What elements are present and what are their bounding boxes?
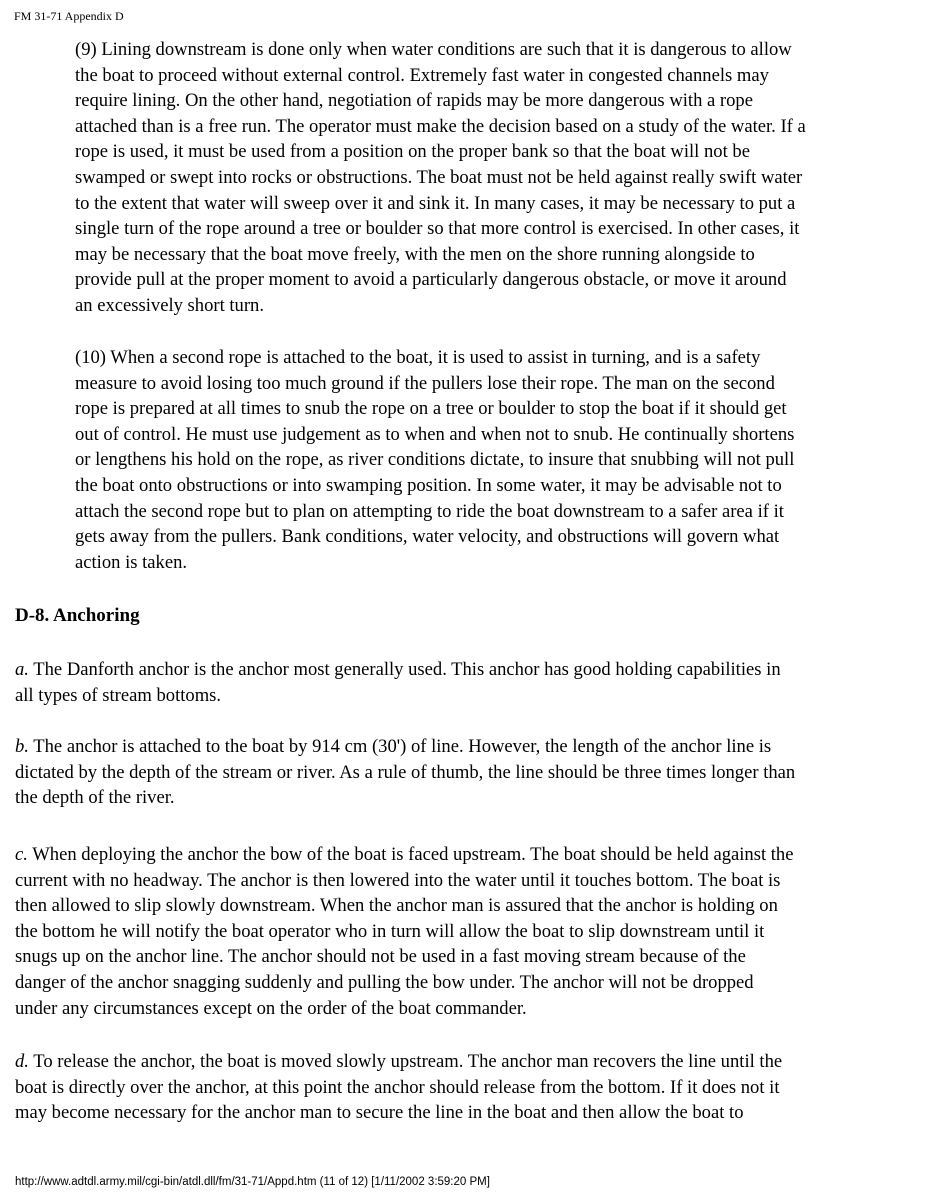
text-line (15, 842, 793, 868)
page-footer-url: http://www.adtdl.army.mil/cgi-bin/atdl.dll/fm/31-71/Appd.htm (11 of 12) [1/11/2002 3:59:20 PM] (15, 1176, 490, 1188)
paragraph-b (15, 734, 795, 811)
paragraph-10 (75, 345, 794, 575)
text-line (15, 734, 795, 760)
text-line: the boat to proceed without external control. Extremely fast water in congested channels may (75, 64, 769, 86)
text-line: the depth of the river. (15, 787, 175, 809)
text-line: measure to avoid losing too much ground if the pullers lose their rope. The man on the second (75, 372, 775, 394)
page-header: FM 31-71 Appendix D (14, 9, 124, 23)
text-line: action is taken. (75, 551, 188, 573)
item-letter: c. (15, 844, 28, 865)
text-line: or lengthens his hold on the rope, as river conditions dictate, to insure that snubbing will not pull (75, 449, 795, 471)
text-line: attach the second rope but to plan on attempting to ride the boat downstream to a safer area if it (75, 500, 784, 522)
section-heading: D-8. Anchoring (15, 605, 140, 626)
text-line: to the extent that water will sweep over it and sink it. In many cases, it may be necessary to put a (75, 192, 796, 214)
text-line (15, 657, 781, 683)
text-line: the boat onto obstructions or into swamping position. In some water, it may be advisable not to (75, 474, 782, 496)
text-line: danger of the anchor snagging suddenly and pulling the bow under. The anchor will not be dropped (15, 971, 754, 993)
item-letter: a. (15, 659, 29, 680)
text-line: single turn of the rope around a tree or boulder so that more control is exercised. In other cases, it (75, 218, 800, 240)
text-line-content: To release the anchor, the boat is moved slowly upstream. The anchor man recovers the line until the (28, 1051, 783, 1072)
text-line: under any circumstances except on the order of the boat commander. (15, 997, 527, 1019)
text-line: require lining. On the other hand, negotiation of rapids may be more dangerous with a rope (75, 90, 753, 112)
text-line (15, 1049, 782, 1075)
item-letter: b. (15, 736, 29, 757)
paragraph-d (15, 1049, 782, 1126)
text-line: dictated by the depth of the stream or river. As a rule of thumb, the line should be three times longer than (15, 761, 796, 783)
text-line: may be necessary that the boat move freely, with the men on the shore running alongside to (75, 243, 755, 265)
text-line: snugs up on the anchor line. The anchor should not be used in a fast moving stream because of the (15, 946, 746, 968)
text-line-content: The Danforth anchor is the anchor most generally used. This anchor has good holding capabilities in (28, 659, 781, 680)
text-line-content: The anchor is attached to the boat by 914 cm (30') of line. However, the length of the anchor line is (28, 736, 772, 757)
item-letter: d. (15, 1051, 29, 1072)
paragraph-c (15, 842, 793, 1021)
text-line: an excessively short turn. (75, 294, 264, 316)
text-line: rope is used, it must be used from a position on the proper bank so that the boat will not be (75, 141, 750, 163)
text-line: then allowed to slip slowly downstream. When the anchor man is assured that the anchor is holding on (15, 895, 778, 917)
text-line-content: When deploying the anchor the bow of the boat is faced upstream. The boat should be held against the (27, 844, 794, 865)
text-line: (10) When a second rope is attached to the boat, it is used to assist in turning, and is a safety (75, 347, 761, 368)
text-line: swamped or swept into rocks or obstructions. The boat must not be held against really swift water (75, 166, 803, 188)
text-line: attached than is a free run. The operator must make the decision based on a study of the water. If a (75, 115, 806, 137)
text-line: all types of stream bottoms. (15, 684, 222, 706)
text-line: the bottom he will notify the boat operator who in turn will allow the boat to slip downstream until it (15, 920, 765, 942)
text-line: out of control. He must use judgement as to when and when not to snub. He continually shortens (75, 423, 795, 445)
paragraph-a (15, 657, 781, 708)
text-line: gets away from the pullers. Bank conditions, water velocity, and obstructions will govern what (75, 526, 780, 548)
text-line: provide pull at the proper moment to avoid a particularly dangerous obstacle, or move it around (75, 269, 787, 291)
text-line: boat is directly over the anchor, at this point the anchor should release from the bottom. If it does not it (15, 1076, 780, 1098)
text-line: current with no headway. The anchor is then lowered into the water until it touches bottom. The boat is (15, 869, 781, 891)
text-line: rope is prepared at all times to snub the rope on a tree or boulder to stop the boat if it should get (75, 398, 787, 420)
text-line: may become necessary for the anchor man to secure the line in the boat and then allow the boat to (15, 1102, 744, 1124)
text-line: (9) Lining downstream is done only when water conditions are such that it is dangerous to allow (75, 39, 792, 60)
paragraph-9 (75, 37, 806, 319)
